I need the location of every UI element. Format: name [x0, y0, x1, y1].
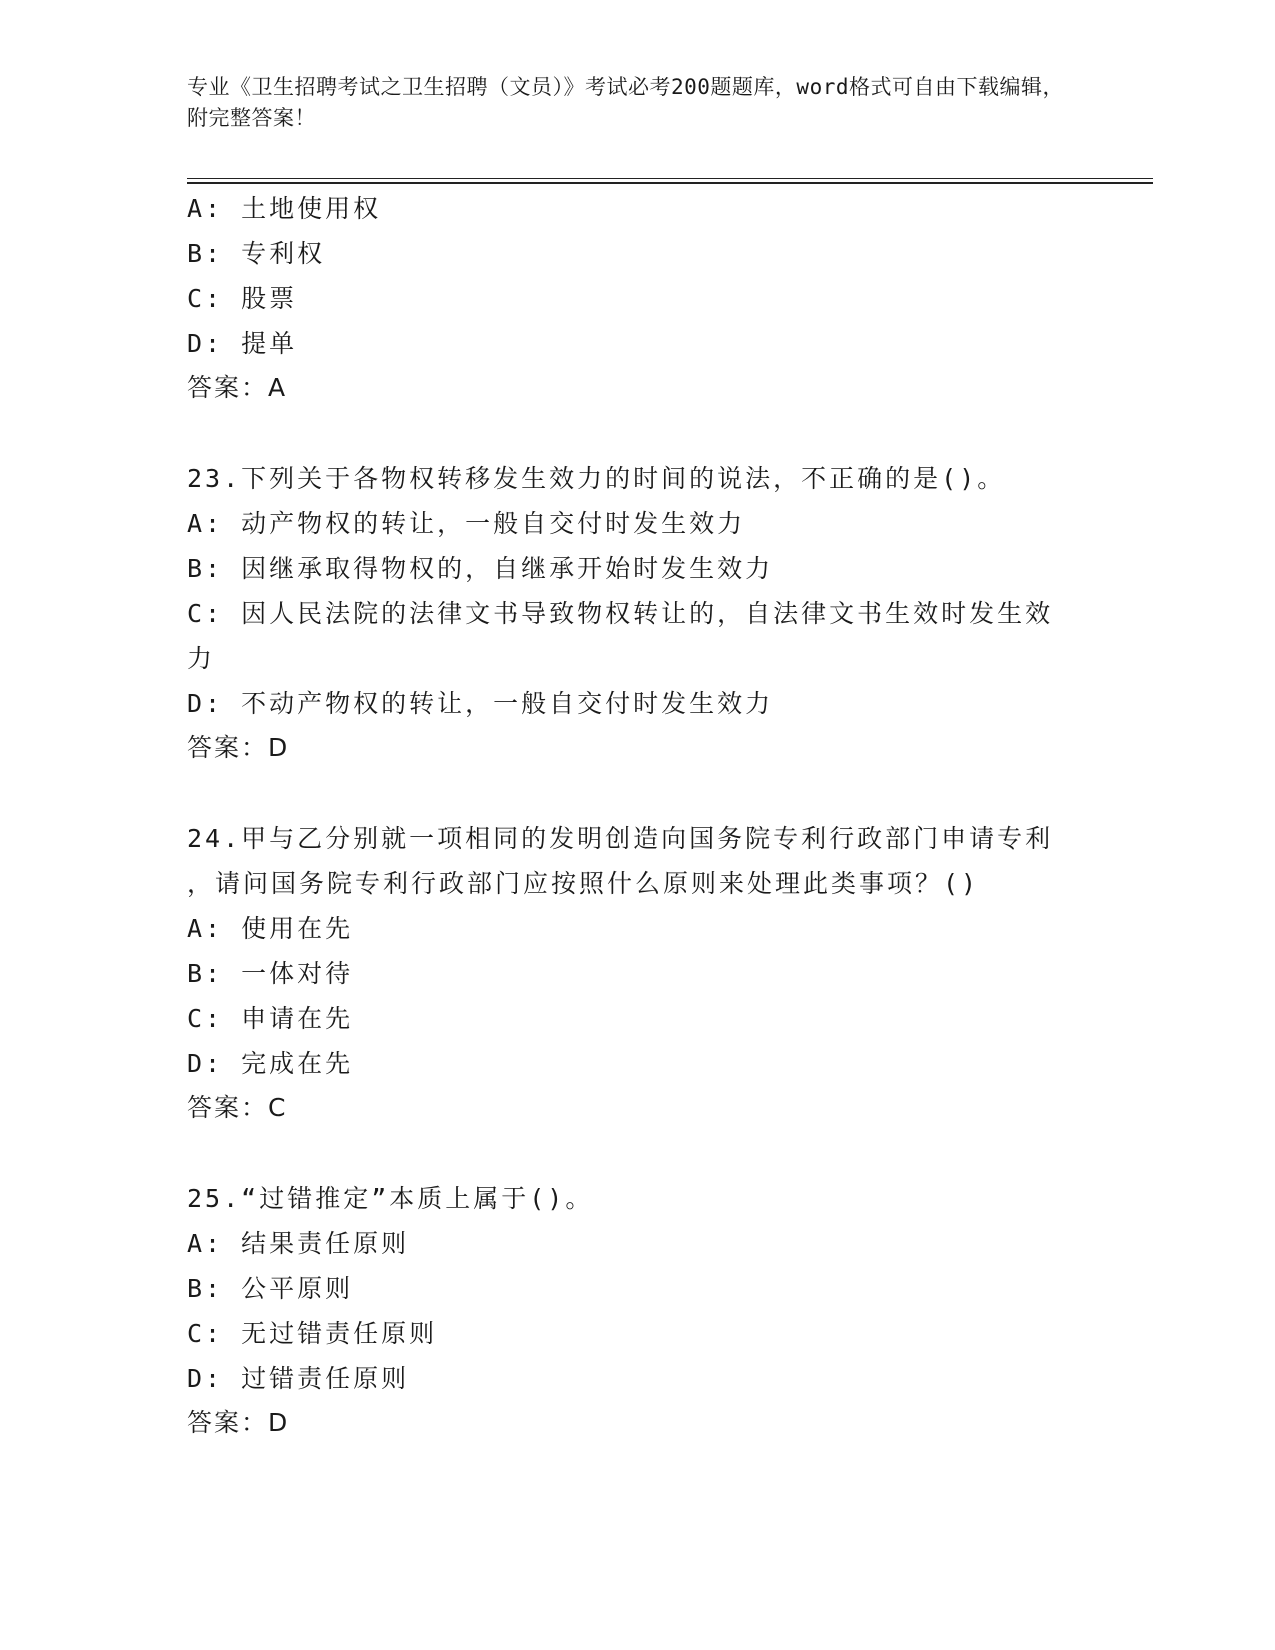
q23-question: 23.下列关于各物权转移发生效力的时间的说法，不正确的是()。 [187, 464, 1006, 493]
q22-option-d: D: 提单 [187, 329, 298, 358]
q23-option-a: A: 动产物权的转让，一般自交付时发生效力 [187, 509, 746, 538]
q24-answer: 答案：C [187, 1093, 288, 1122]
q25-answer: 答案：D [187, 1408, 290, 1437]
q25-option-a: A: 结果责任原则 [187, 1229, 410, 1258]
q23-answer: 答案：D [187, 733, 290, 762]
q25-option-c: C: 无过错责任原则 [187, 1319, 438, 1348]
q22-option-c: C: 股票 [187, 284, 298, 313]
q23-option-c-line2: 力 [187, 644, 216, 673]
q22-option-b: B: 专利权 [187, 239, 326, 268]
q23-option-b: B: 因继承取得物权的，自继承开始时发生效力 [187, 554, 774, 583]
q24-option-a: A: 使用在先 [187, 914, 354, 943]
q25-question: 25.“过错推定”本质上属于()。 [187, 1184, 594, 1213]
q25-option-b: B: 公平原则 [187, 1274, 354, 1303]
document-header: 专业《卫生招聘考试之卫生招聘（文员）》考试必考200题题库，word格式可自由下载编辑，附完整答案！ [187, 75, 1064, 130]
q24-option-c: C: 申请在先 [187, 1004, 354, 1033]
q22-answer: 答案：A [187, 373, 288, 402]
header-divider-thick [187, 182, 1153, 184]
q24-question-line1: 24.甲与乙分别就一项相同的发明创造向国务院专利行政部门申请专利 [187, 824, 1054, 853]
q25-option-d: D: 过错责任原则 [187, 1364, 410, 1393]
q24-option-b: B: 一体对待 [187, 959, 354, 988]
q24-option-d: D: 完成在先 [187, 1049, 354, 1078]
q23-option-d: D: 不动产物权的转让，一般自交付时发生效力 [187, 689, 774, 718]
q22-option-a: A: 土地使用权 [187, 194, 382, 223]
q24-question-line2: ，请问国务院专利行政部门应按照什么原则来处理此类事项？() [187, 869, 980, 898]
header-divider-thin [187, 178, 1153, 179]
q23-option-c-line1: C: 因人民法院的法律文书导致物权转让的，自法律文书生效时发生效 [187, 599, 1054, 628]
